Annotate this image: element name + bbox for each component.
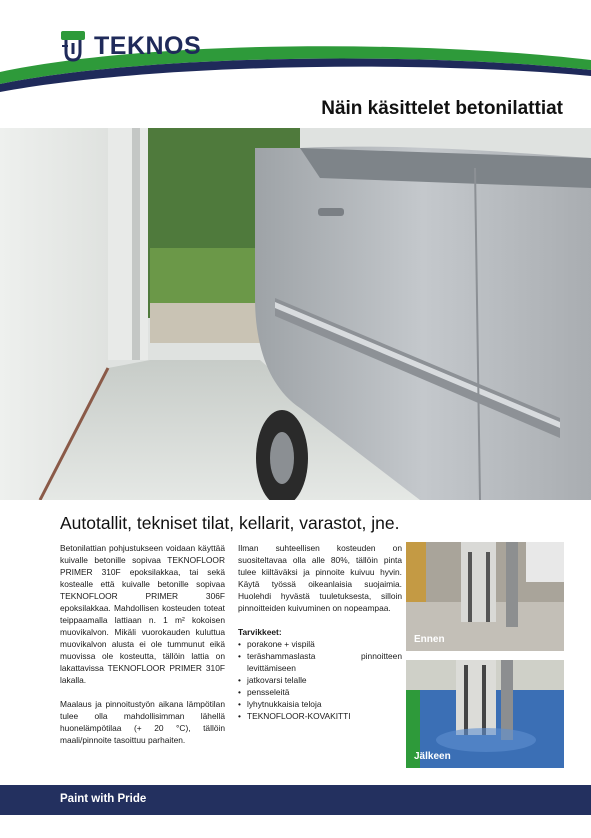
- teknos-paintbrush-icon: [60, 30, 88, 62]
- page-headline: Näin käsittelet betonilattiat: [321, 98, 563, 119]
- list-item: • pensseleitä: [238, 686, 402, 698]
- list-item: • lyhytnukkaisia teloja: [238, 698, 402, 710]
- tools-heading: Tarvikkeet:: [238, 627, 282, 637]
- tools-list: [238, 638, 402, 722]
- header: [0, 0, 591, 96]
- footer-bar: [0, 785, 591, 815]
- list-item: • porakone + vispilä: [238, 638, 402, 650]
- list-item: • jatkovarsi telalle: [238, 674, 402, 686]
- brand-logo: [60, 30, 201, 62]
- paragraph-humidity: Ilman suhteellisen kosteuden on suositeltavaa olla alle 80%, tällöin pinta tulee kiiltäväksi ja pinnoite kuivuu hyvin. Käytä työssä oikeanlaisia suojaimia. Huolehdi hyvästä tuuletuksesta, silloin pinnoitteiden kuivuminen on nopeampaa.: [238, 543, 402, 613]
- list-item: • teräshammaslasta pinnoitteen levittämiseen: [238, 650, 402, 674]
- paragraph-temperature: Maalaus ja pinnoitustyön aikana lämpötilan tulee olla mahdollisimman lähellä huonelämpötilaa (+ 20 °C), tällöin maali/pinnoite tasoittuu parhaiten.: [60, 699, 225, 745]
- paragraph-primer: Betonilattian pohjustukseen voidaan käyttää kuivalle betonille sopivaa TEKNOFLOOR PRIMER 310F epoksilakkaa, tai sekä kostealle että kuivalle betonille sopivaa TEKNOFLOOR PRIMER 306F epoksilakkaa. Mahdollisen kosteuden toteat teippaamalla lattiaan n. 1 m² kokoisen muovikalvon. Mikäli vuorokauden kuluttua muovikalvon alusta ei ole tummunut eikä muovissa ole kosteutta, tällöin lattia on lakattavissa TEKNOFLOOR PRIMER 310F lakalla.: [60, 543, 225, 685]
- list-item: • TEKNOFLOOR-KOVAKITTI: [238, 710, 402, 722]
- before-label: Ennen: [414, 634, 445, 645]
- text-column-2: [238, 542, 402, 722]
- footer-slogan: Paint with Pride: [60, 793, 147, 805]
- hero-image: [0, 128, 591, 500]
- text-column-1: [60, 542, 225, 758]
- after-label: Jälkeen: [414, 751, 451, 762]
- section-subtitle: Autotallit, tekniset tilat, kellarit, varastot, jne.: [60, 513, 400, 533]
- before-photo: [406, 542, 564, 651]
- after-photo: [406, 660, 564, 768]
- brand-name: TEKNOS: [94, 31, 202, 60]
